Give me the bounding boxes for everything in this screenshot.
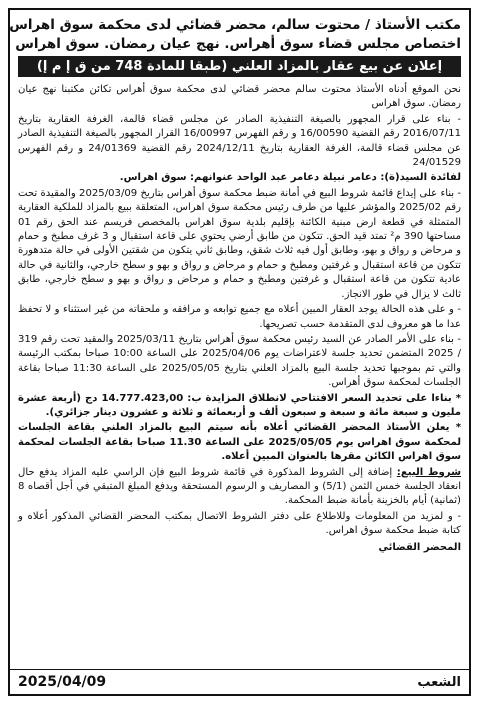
intro-paragraph: نحن الموقع أدناه الأستاذ محتوت سالم محضر قضائي لدى محكمة سوق أهراس تكائن مكتبنا نهج عيان رمضان. سوق اهراس [18, 84, 461, 110]
legal-notice-page [8, 8, 471, 696]
notice-body [18, 83, 461, 554]
beneficiary-paragraph: لفائدة السيد(ة): دعامر نبيلة دعامر عبد الواحد عنوانهم: سوق اهراس. [119, 172, 461, 184]
contact-info-paragraph: - و لمزيد من المعلومات وللاطلاع على دفتر الشروط الاتصال بمكتب المحضر القضائي المذكور أعلاه و كتابة ضبط محكمة سوق اهراس. [18, 510, 461, 537]
publication-date: 2025/04/09 [18, 674, 107, 690]
publication-footer [18, 674, 461, 690]
opening-price-paragraph: * بناءا على تحديد السعر الافتتاحي لانطلاق المزايدة ب: 14.777.423,00 دج (أربعة عشرة مليون و سبعة مائة و سبعة و سبعون ألف و أربعمائة و ثلاثة و عشرون دينار جزائري). [18, 392, 461, 418]
notice-title-banner: إعلان عن بيع عقار بالمزاد العلني (طبقا للمادة 748 من ق إ م إ) [18, 56, 461, 77]
auction-date-paragraph: * يعلن الأستاذ المحضر القضائي أعلاه بأنه سيتم البيع بالمزاد العلني بقاعة الجلسات لمحكمة سوق اهراس يوم 2025/05/05 على الساعة 11.30 صباحا بقاعة الجلسات لمحكمة سوق اهراس الكائن مقرها بالعنوان المبين أعلاه. [18, 422, 461, 463]
property-state-paragraph: - و على هذه الحالة يوجد العقار المبين أعلاه مع جميع توابعه و مرافقه و ملحقاته من غير استثناء و لا تحفظ عدا ما هو معروف لدى المتقدمة حسب تصريحها. [18, 304, 461, 330]
court-decision-paragraph: - بناء على قرار المجهور بالصيغة التنفيذية الصادر عن مجلس قضاء قالمة، الغرفة العقارية بتاريخ 2016/07/11 رقم القضية 16/00590 و رقم الفهرس 16/00997 القرار المجهور بالصيغة التنفيذية الصادر عن مجلس قضاء قالمة، الغرفة العقارية بتاريخ 2024/12/11 رقم القضية 24/01369 و رقم الفهرس 24/01529 [18, 113, 461, 169]
publication-name: الشعب [417, 674, 461, 690]
court-order-paragraph: - بناء على الأمر الصادر عن السيد رئيس محكمة سوق أهراس بتاريخ 2025/03/11 والمقيد تحت رقم 319 / 2025 المتضمن تحديد جلسة لاعتراضات يوم 2025/04/06 على الساعة 10:00 صباحا بمكتب الرئيسة والتي تم بموجبها تحديد جلسة البيع بالمزاد العلني بتاريخ 2025/05/05 على الساعة 11:30 صباحا بقاعة الجلسات لمحكمة سوق أهراس. [18, 333, 462, 389]
office-title: مكتب الأستاذ / محتوت سالم، محضر قضائي لدى محكمة سوق اهراس [9, 17, 461, 33]
sale-conditions-paragraph [18, 466, 461, 509]
sale-conditions-label: شروط البيع: [396, 466, 461, 478]
office-address: اختصاص مجلس قضاء سوق أهراس. نهج عيان رمضان. سوق اهراس [15, 36, 461, 52]
property-description-paragraph: - بناء على إيداع قائمة شروط البيع في أمانة ضبط محكمة سوق أهراس بتاريخ 2025/03/09 والمقيدة تحت رقم 2025/02 والمؤشر عليها من طرف رئيس محكمة سوق اهراس، المتعلقة ببيع بالمزاد للملكية العقارية المتمثلة في قطعة ارض مبنية الكائنة بإقليم بلدية سوق اهراس بالمخصص فريسم عند الحق رقم 01 مساحتها 390 م² تمتد قيد الحق. تتكون من طابق أرضي يحتوي على قاعة استقبال و 3 غرف مطبخ و حمام و مرحاض و رواق و بهو، وطابق أول فيه ثلاث شقق، وطابق ثاني يتكون من شقتين الأولى في حالة متدهورة تتكون من قاعة استقبال و غرفتين ومطبخ و حمام و مرحاض و رواق و بهو و سطح خارجي، والثانية في حالة عادية تتكون من قاعة استقبال و غرفتين ومطبخ و حمام و مرحاض و رواق و بهو و سطح خارجي، طابق ثالث لا يزال في طور الانجاز. [18, 187, 461, 300]
sale-conditions-text: إضافة إلى الشروط المذكورة في قائمة شروط البيع فإن الراسي عليه المزاد يدفع حال انعقاد الجلسة خمس الثمن (5/1) و المصاريف و الرسوم المستحقة ويدفع المبلغ المتبقي في أجل أقصاه 8 (ثمانية) أيام بالخزينة بأمانة ضبط المحكمة. [18, 466, 461, 507]
footer-divider [10, 669, 469, 670]
bailiff-signature: المحضر القضائي [378, 541, 461, 553]
